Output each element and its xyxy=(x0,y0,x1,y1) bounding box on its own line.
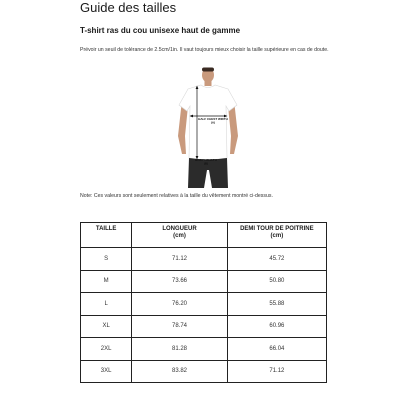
table-row xyxy=(81,293,327,316)
header-chest-unit: (cm) xyxy=(270,233,284,239)
header-length-unit: (cm) xyxy=(173,233,186,239)
cell-size: XL xyxy=(81,315,132,338)
cell-chest: 71.12 xyxy=(227,360,326,383)
cell-chest: 50.80 xyxy=(227,270,326,293)
header-chest xyxy=(227,223,326,248)
cell-length: 83.82 xyxy=(132,360,227,383)
header-length-label: LONGUEUR xyxy=(162,226,197,232)
chest-label: HALF CHEST WIDTH xyxy=(198,117,228,121)
header-size-label: TAILLE xyxy=(95,226,117,232)
header-length xyxy=(132,223,227,248)
table-header-row xyxy=(81,223,327,248)
cell-size: L xyxy=(81,293,132,316)
cell-length: 81.28 xyxy=(132,338,227,361)
chest-label-code: (A) xyxy=(210,120,216,125)
cell-size: 2XL xyxy=(81,338,132,361)
cell-chest: 45.72 xyxy=(227,248,326,271)
table-row xyxy=(81,315,327,338)
cell-chest: 60.96 xyxy=(227,315,326,338)
model-neck xyxy=(205,81,212,86)
model-illustration xyxy=(168,66,248,188)
cell-length: 78.74 xyxy=(132,315,227,338)
cell-length: 73.66 xyxy=(132,270,227,293)
length-label: BODY LENGTH xyxy=(195,158,217,162)
table-row xyxy=(81,270,327,293)
header-size xyxy=(81,223,132,248)
page-title: Guide des tailles xyxy=(80,0,177,15)
model-measurement-figure xyxy=(168,66,248,188)
note-text: Note: Ces valeurs sont seulement relatives à la taille du vêtement montré ci-dessus. xyxy=(80,193,273,199)
cell-chest: 66.04 xyxy=(227,338,326,361)
table-row xyxy=(81,248,327,271)
product-title: T-shirt ras du cou unisexe haut de gamme xyxy=(80,26,241,35)
header-chest-label: DEMI TOUR DE POITRINE xyxy=(240,226,314,232)
cell-chest: 55.88 xyxy=(227,293,326,316)
cell-size: S xyxy=(81,248,132,271)
cell-size: 3XL xyxy=(81,360,132,383)
table-row xyxy=(81,360,327,383)
length-label-code: (B) xyxy=(203,161,209,166)
cell-length: 76.20 xyxy=(132,293,227,316)
cell-size: M xyxy=(81,270,132,293)
table-row xyxy=(81,338,327,361)
tolerance-text: Prévoir un seuil de tolérance de 2.5cm/1in. Il vaut toujours mieux choisir la taille supérieure en cas de doute. xyxy=(80,47,329,53)
size-table xyxy=(80,222,327,383)
model-hair xyxy=(202,68,214,72)
cell-length: 71.12 xyxy=(132,248,227,271)
